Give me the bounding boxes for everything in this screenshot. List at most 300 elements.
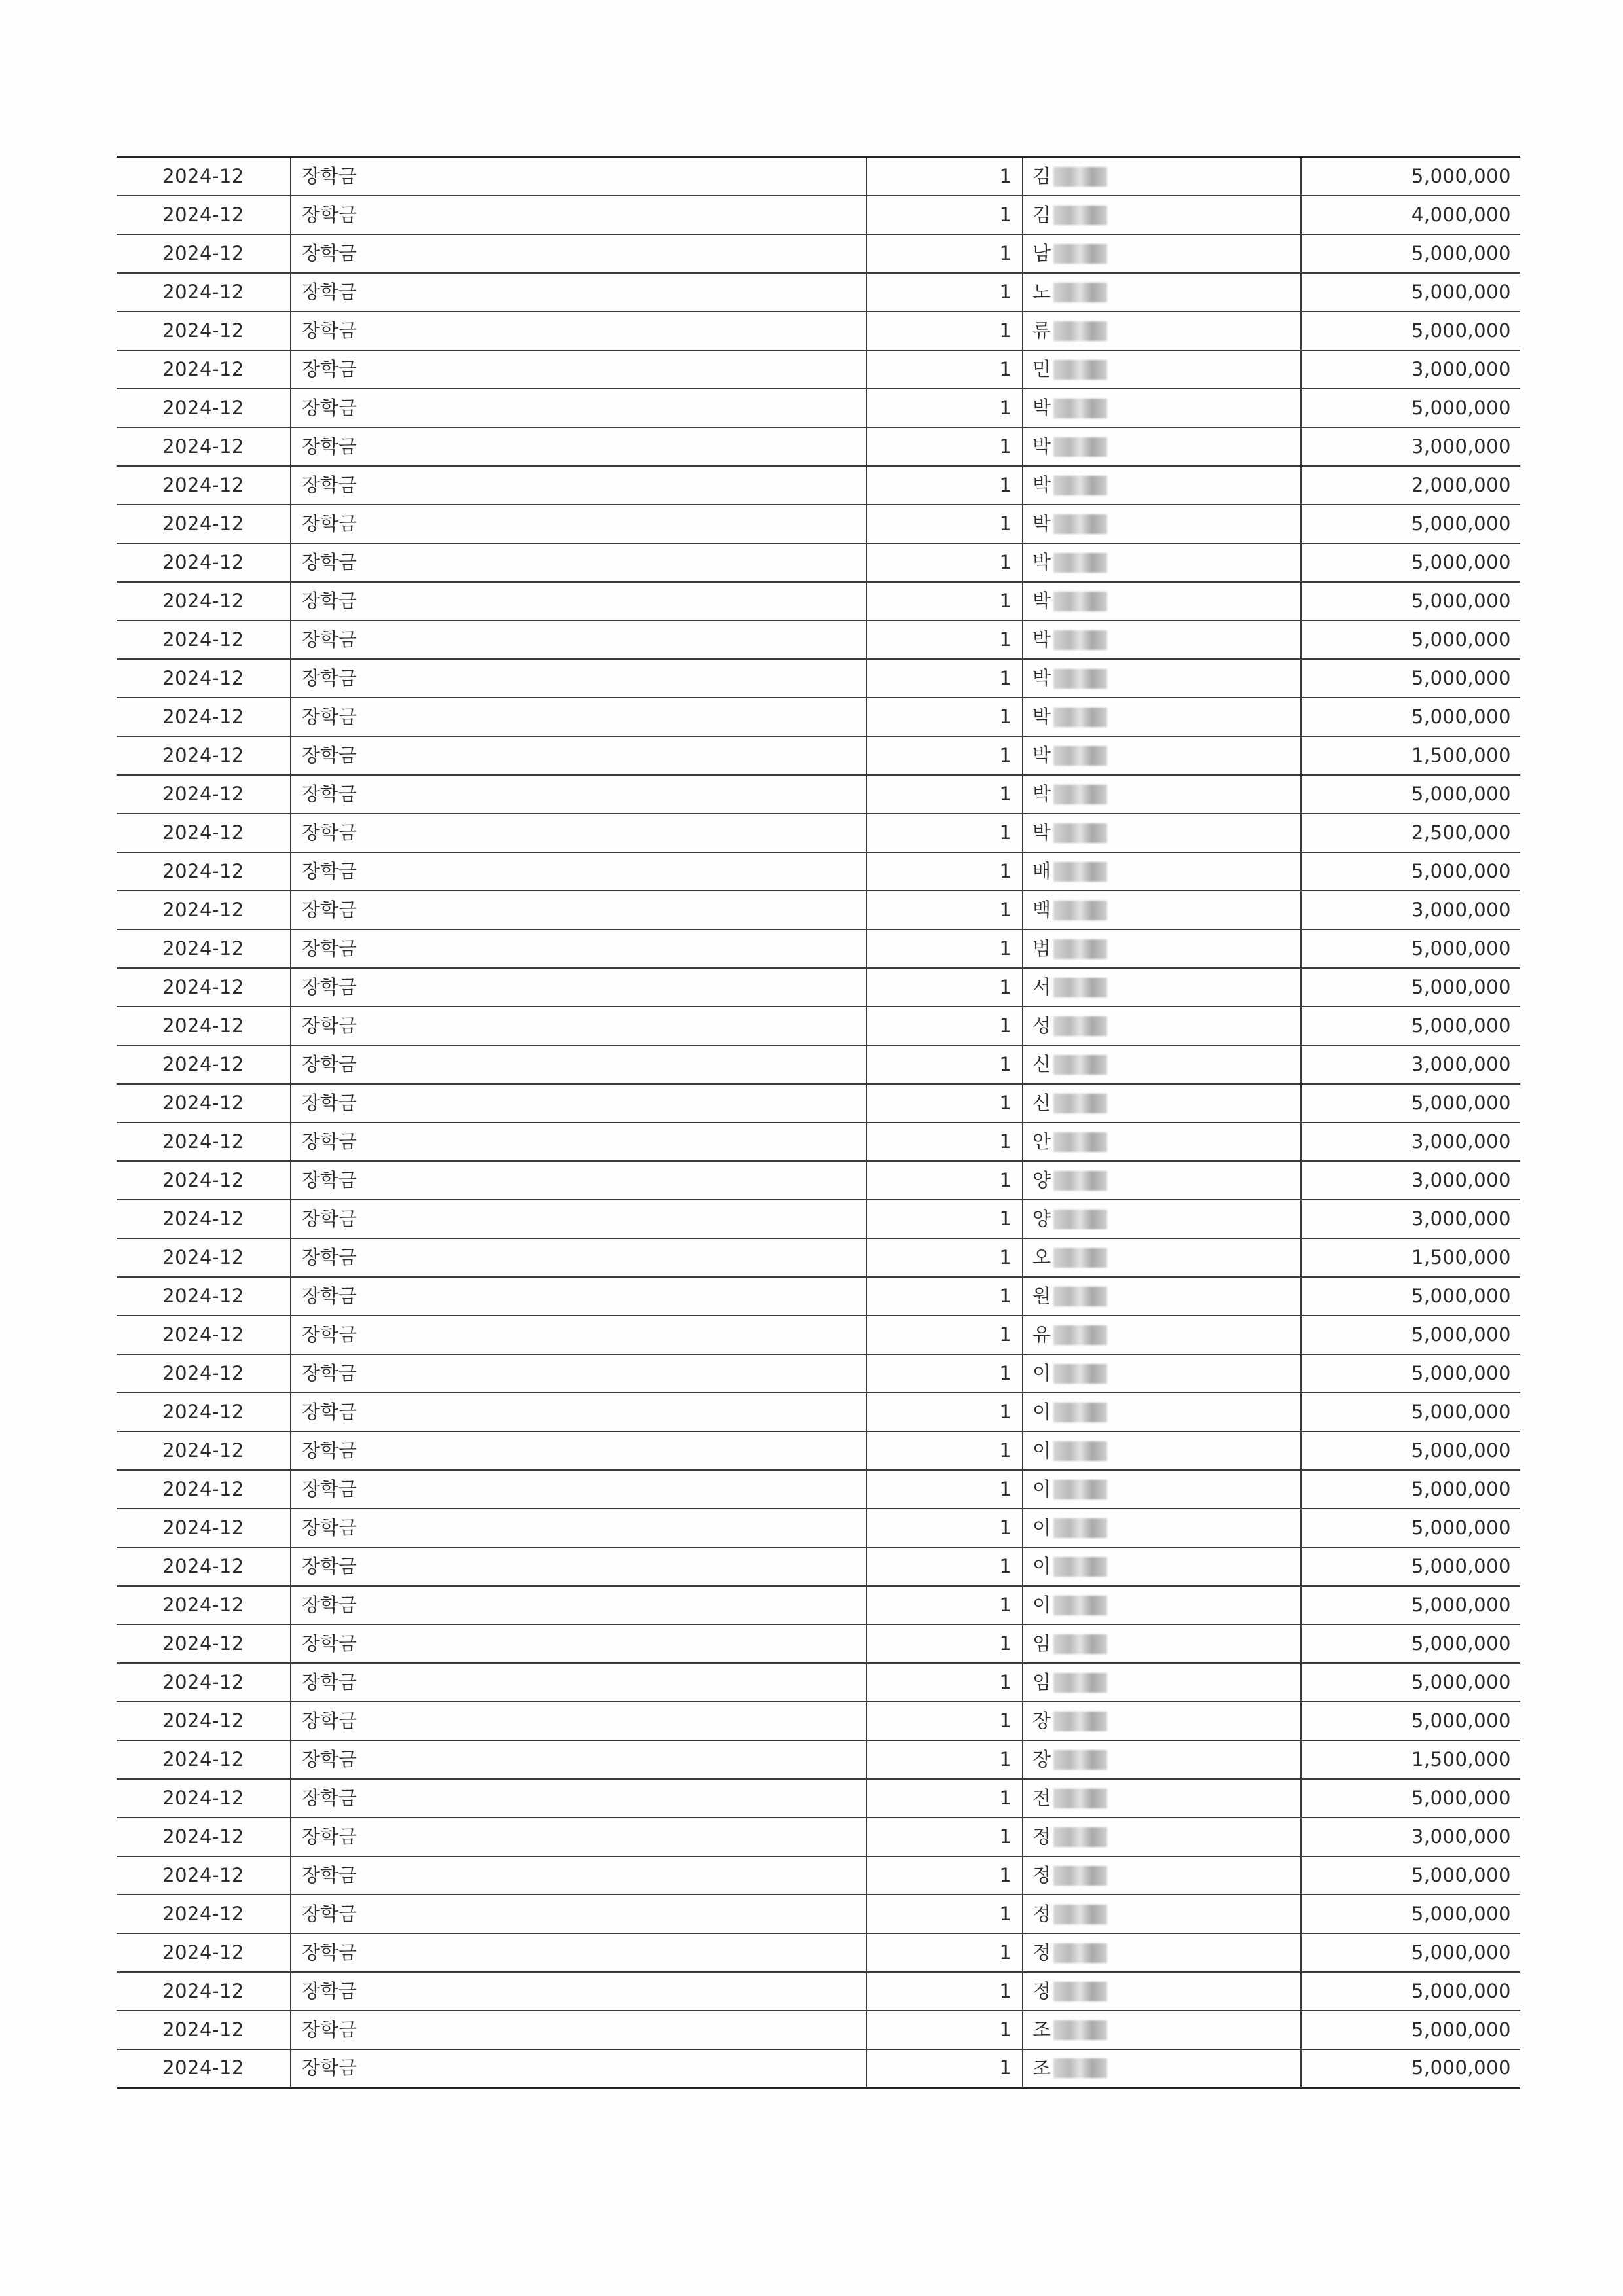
table-row [117, 1663, 1520, 1702]
surname: 임 [1032, 1632, 1051, 1655]
date-cell: 2024-12 [117, 1624, 291, 1663]
table-row [117, 1431, 1520, 1470]
date-cell: 2024-12 [117, 196, 291, 234]
category-cell: 장학금 [291, 736, 867, 775]
surname: 류 [1032, 319, 1051, 342]
surname: 박 [1032, 821, 1051, 844]
surname: 이 [1032, 1401, 1051, 1423]
name-cell [1023, 582, 1301, 620]
name-cell [1023, 1702, 1301, 1740]
name-cell [1023, 1586, 1301, 1624]
table-row [117, 1393, 1520, 1431]
table-row [117, 312, 1520, 350]
category-cell: 장학금 [291, 775, 867, 814]
surname: 유 [1032, 1323, 1051, 1346]
count-cell: 1 [867, 736, 1023, 775]
amount-cell: 5,000,000 [1301, 1277, 1520, 1316]
name-cell [1023, 505, 1301, 543]
count-cell: 1 [867, 1045, 1023, 1084]
surname: 박 [1032, 783, 1051, 805]
amount-cell: 5,000,000 [1301, 1084, 1520, 1122]
count-cell: 1 [867, 968, 1023, 1007]
count-cell: 1 [867, 1122, 1023, 1161]
name-cell [1023, 466, 1301, 505]
surname: 정 [1032, 1864, 1051, 1886]
category-cell: 장학금 [291, 1200, 867, 1238]
count-cell: 1 [867, 775, 1023, 814]
redacted-name-mask [1053, 2058, 1107, 2078]
redacted-name-mask [1053, 630, 1107, 650]
scholarship-table [117, 156, 1520, 2089]
date-cell: 2024-12 [117, 852, 291, 891]
count-cell: 1 [867, 505, 1023, 543]
redacted-name-mask [1053, 785, 1107, 804]
category-cell: 장학금 [291, 196, 867, 234]
redacted-name-mask [1053, 1441, 1107, 1461]
redacted-name-mask [1053, 1210, 1107, 1229]
date-cell: 2024-12 [117, 2011, 291, 2049]
amount-cell: 5,000,000 [1301, 273, 1520, 312]
count-cell: 1 [867, 1663, 1023, 1702]
surname: 이 [1032, 1594, 1051, 1616]
surname: 전 [1032, 1787, 1051, 1809]
category-cell: 장학금 [291, 1354, 867, 1393]
surname: 박 [1032, 435, 1051, 457]
redacted-name-mask [1053, 321, 1107, 341]
amount-cell: 5,000,000 [1301, 389, 1520, 427]
amount-cell: 5,000,000 [1301, 929, 1520, 968]
amount-cell: 5,000,000 [1301, 1354, 1520, 1393]
count-cell: 1 [867, 1084, 1023, 1122]
category-cell: 장학금 [291, 1431, 867, 1470]
surname: 신 [1032, 1092, 1051, 1114]
date-cell: 2024-12 [117, 1045, 291, 1084]
count-cell: 1 [867, 1702, 1023, 1740]
amount-cell: 2,500,000 [1301, 814, 1520, 852]
name-cell [1023, 1933, 1301, 1972]
date-cell: 2024-12 [117, 1586, 291, 1624]
amount-cell: 5,000,000 [1301, 659, 1520, 698]
count-cell: 1 [867, 312, 1023, 350]
table-row [117, 1470, 1520, 1509]
surname: 장 [1032, 1748, 1051, 1770]
table-row [117, 775, 1520, 814]
table-row [117, 814, 1520, 852]
table-row [117, 427, 1520, 466]
table-row [117, 157, 1520, 196]
category-cell: 장학금 [291, 1316, 867, 1354]
surname: 민 [1032, 358, 1051, 380]
amount-cell: 1,500,000 [1301, 736, 1520, 775]
date-cell: 2024-12 [117, 659, 291, 698]
name-cell [1023, 157, 1301, 196]
surname: 양 [1032, 1208, 1051, 1230]
redacted-name-mask [1053, 244, 1107, 264]
name-cell [1023, 852, 1301, 891]
category-cell: 장학금 [291, 1084, 867, 1122]
date-cell: 2024-12 [117, 1277, 291, 1316]
amount-cell: 5,000,000 [1301, 1431, 1520, 1470]
category-cell: 장학금 [291, 582, 867, 620]
table-row [117, 659, 1520, 698]
surname: 성 [1032, 1014, 1051, 1037]
name-cell [1023, 1122, 1301, 1161]
name-cell [1023, 775, 1301, 814]
surname: 이 [1032, 1362, 1051, 1384]
name-cell [1023, 350, 1301, 389]
name-cell [1023, 929, 1301, 968]
date-cell: 2024-12 [117, 1354, 291, 1393]
category-cell: 장학금 [291, 929, 867, 968]
category-cell: 장학금 [291, 427, 867, 466]
amount-cell: 5,000,000 [1301, 1895, 1520, 1933]
category-cell: 장학금 [291, 1470, 867, 1509]
category-cell: 장학금 [291, 1277, 867, 1316]
table-row [117, 1972, 1520, 2011]
name-cell [1023, 312, 1301, 350]
date-cell: 2024-12 [117, 929, 291, 968]
redacted-name-mask [1053, 1325, 1107, 1345]
name-cell [1023, 1393, 1301, 1431]
category-cell: 장학금 [291, 814, 867, 852]
count-cell: 1 [867, 1624, 1023, 1663]
category-cell: 장학금 [291, 1779, 867, 1818]
category-cell: 장학금 [291, 1895, 867, 1933]
count-cell: 1 [867, 1933, 1023, 1972]
amount-cell: 5,000,000 [1301, 1470, 1520, 1509]
name-cell [1023, 196, 1301, 234]
date-cell: 2024-12 [117, 1856, 291, 1895]
count-cell: 1 [867, 1238, 1023, 1277]
date-cell: 2024-12 [117, 1200, 291, 1238]
name-cell [1023, 698, 1301, 736]
redacted-name-mask [1053, 2020, 1107, 2040]
date-cell: 2024-12 [117, 389, 291, 427]
redacted-name-mask [1053, 901, 1107, 920]
redacted-name-mask [1053, 283, 1107, 302]
category-cell: 장학금 [291, 466, 867, 505]
amount-cell: 5,000,000 [1301, 157, 1520, 196]
redacted-name-mask [1053, 1866, 1107, 1886]
category-cell: 장학금 [291, 1238, 867, 1277]
name-cell [1023, 1818, 1301, 1856]
table-row [117, 1200, 1520, 1238]
count-cell: 1 [867, 620, 1023, 659]
surname: 오 [1032, 1246, 1051, 1268]
name-cell [1023, 1084, 1301, 1122]
name-cell [1023, 1161, 1301, 1200]
date-cell: 2024-12 [117, 466, 291, 505]
count-cell: 1 [867, 157, 1023, 196]
count-cell: 1 [867, 543, 1023, 582]
amount-cell: 5,000,000 [1301, 775, 1520, 814]
category-cell: 장학금 [291, 234, 867, 273]
redacted-name-mask [1053, 1016, 1107, 1036]
table-row [117, 968, 1520, 1007]
surname: 박 [1032, 667, 1051, 689]
date-cell: 2024-12 [117, 1933, 291, 1972]
surname: 조 [1032, 2056, 1051, 2079]
category-cell: 장학금 [291, 1161, 867, 1200]
table-row [117, 389, 1520, 427]
redacted-name-mask [1053, 1287, 1107, 1306]
date-cell: 2024-12 [117, 505, 291, 543]
redacted-name-mask [1053, 1634, 1107, 1654]
redacted-name-mask [1053, 553, 1107, 573]
redacted-name-mask [1053, 1712, 1107, 1731]
surname: 이 [1032, 1555, 1051, 1577]
table-row [117, 2049, 1520, 2088]
date-cell: 2024-12 [117, 1393, 291, 1431]
date-cell: 2024-12 [117, 1895, 291, 1933]
date-cell: 2024-12 [117, 234, 291, 273]
surname: 신 [1032, 1053, 1051, 1075]
date-cell: 2024-12 [117, 775, 291, 814]
category-cell: 장학금 [291, 1122, 867, 1161]
name-cell [1023, 1895, 1301, 1933]
redacted-name-mask [1053, 1132, 1107, 1152]
category-cell: 장학금 [291, 1045, 867, 1084]
name-cell [1023, 1316, 1301, 1354]
date-cell: 2024-12 [117, 891, 291, 929]
redacted-name-mask [1053, 1518, 1107, 1538]
name-cell [1023, 736, 1301, 775]
count-cell: 1 [867, 1354, 1023, 1393]
amount-cell: 3,000,000 [1301, 1161, 1520, 1200]
amount-cell: 5,000,000 [1301, 1972, 1520, 2011]
date-cell: 2024-12 [117, 1663, 291, 1702]
surname: 박 [1032, 397, 1051, 419]
name-cell [1023, 968, 1301, 1007]
count-cell: 1 [867, 814, 1023, 852]
name-cell [1023, 1663, 1301, 1702]
name-cell [1023, 427, 1301, 466]
category-cell: 장학금 [291, 273, 867, 312]
category-cell: 장학금 [291, 1509, 867, 1547]
category-cell: 장학금 [291, 698, 867, 736]
table-row [117, 1161, 1520, 1200]
table-row [117, 1354, 1520, 1393]
date-cell: 2024-12 [117, 1740, 291, 1779]
table-row [117, 1316, 1520, 1354]
count-cell: 1 [867, 466, 1023, 505]
surname: 정 [1032, 1825, 1051, 1848]
date-cell: 2024-12 [117, 814, 291, 852]
name-cell [1023, 2011, 1301, 2049]
table-row [117, 234, 1520, 273]
date-cell: 2024-12 [117, 1316, 291, 1354]
date-cell: 2024-12 [117, 1547, 291, 1586]
table-row [117, 350, 1520, 389]
category-cell: 장학금 [291, 968, 867, 1007]
date-cell: 2024-12 [117, 350, 291, 389]
count-cell: 1 [867, 1277, 1023, 1316]
amount-cell: 5,000,000 [1301, 1624, 1520, 1663]
table-row [117, 2011, 1520, 2049]
redacted-name-mask [1053, 1673, 1107, 1693]
redacted-name-mask [1053, 1094, 1107, 1113]
table-row [117, 620, 1520, 659]
amount-cell: 2,000,000 [1301, 466, 1520, 505]
amount-cell: 5,000,000 [1301, 2049, 1520, 2088]
table-row [117, 1084, 1520, 1122]
surname: 박 [1032, 474, 1051, 496]
name-cell [1023, 891, 1301, 929]
count-cell: 1 [867, 1509, 1023, 1547]
amount-cell: 5,000,000 [1301, 1007, 1520, 1045]
date-cell: 2024-12 [117, 273, 291, 312]
redacted-name-mask [1053, 1905, 1107, 1924]
category-cell: 장학금 [291, 659, 867, 698]
table-row [117, 1933, 1520, 1972]
date-cell: 2024-12 [117, 427, 291, 466]
name-cell [1023, 389, 1301, 427]
category-cell: 장학금 [291, 1663, 867, 1702]
name-cell [1023, 1470, 1301, 1509]
table-row [117, 273, 1520, 312]
amount-cell: 3,000,000 [1301, 350, 1520, 389]
redacted-name-mask [1053, 708, 1107, 727]
count-cell: 1 [867, 1161, 1023, 1200]
redacted-name-mask [1053, 823, 1107, 843]
redacted-name-mask [1053, 862, 1107, 882]
date-cell: 2024-12 [117, 582, 291, 620]
table-row [117, 1740, 1520, 1779]
table-row [117, 505, 1520, 543]
count-cell: 1 [867, 1895, 1023, 1933]
name-cell [1023, 1431, 1301, 1470]
redacted-name-mask [1053, 1055, 1107, 1075]
name-cell [1023, 1007, 1301, 1045]
count-cell: 1 [867, 1586, 1023, 1624]
amount-cell: 5,000,000 [1301, 852, 1520, 891]
redacted-name-mask [1053, 1827, 1107, 1847]
date-cell: 2024-12 [117, 157, 291, 196]
table-row [117, 891, 1520, 929]
count-cell: 1 [867, 389, 1023, 427]
table-row [117, 1818, 1520, 1856]
redacted-name-mask [1053, 399, 1107, 418]
category-cell: 장학금 [291, 1856, 867, 1895]
count-cell: 1 [867, 891, 1023, 929]
surname: 양 [1032, 1169, 1051, 1191]
surname: 이 [1032, 1516, 1051, 1539]
table-row [117, 543, 1520, 582]
date-cell: 2024-12 [117, 2049, 291, 2088]
table-row [117, 1238, 1520, 1277]
amount-cell: 5,000,000 [1301, 543, 1520, 582]
date-cell: 2024-12 [117, 543, 291, 582]
count-cell: 1 [867, 196, 1023, 234]
category-cell: 장학금 [291, 1933, 867, 1972]
date-cell: 2024-12 [117, 1702, 291, 1740]
surname: 범 [1032, 937, 1051, 960]
date-cell: 2024-12 [117, 1972, 291, 2011]
date-cell: 2024-12 [117, 1509, 291, 1547]
category-cell: 장학금 [291, 620, 867, 659]
amount-cell: 5,000,000 [1301, 1702, 1520, 1740]
redacted-name-mask [1053, 476, 1107, 495]
count-cell: 1 [867, 1316, 1023, 1354]
amount-cell: 5,000,000 [1301, 1663, 1520, 1702]
amount-cell: 5,000,000 [1301, 1393, 1520, 1431]
name-cell [1023, 1779, 1301, 1818]
table-row [117, 1895, 1520, 1933]
amount-cell: 3,000,000 [1301, 1045, 1520, 1084]
table-row [117, 1779, 1520, 1818]
name-cell [1023, 543, 1301, 582]
date-cell: 2024-12 [117, 1007, 291, 1045]
name-cell [1023, 1972, 1301, 2011]
surname: 백 [1032, 899, 1051, 921]
date-cell: 2024-12 [117, 1084, 291, 1122]
amount-cell: 5,000,000 [1301, 505, 1520, 543]
redacted-name-mask [1053, 360, 1107, 380]
surname: 박 [1032, 551, 1051, 573]
table-row [117, 466, 1520, 505]
date-cell: 2024-12 [117, 736, 291, 775]
redacted-name-mask [1053, 1943, 1107, 1963]
amount-cell: 5,000,000 [1301, 2011, 1520, 2049]
amount-cell: 5,000,000 [1301, 1933, 1520, 1972]
surname: 서 [1032, 976, 1051, 998]
table-row [117, 1122, 1520, 1161]
surname: 김 [1032, 204, 1051, 226]
category-cell: 장학금 [291, 2049, 867, 2088]
amount-cell: 5,000,000 [1301, 1779, 1520, 1818]
surname: 김 [1032, 165, 1051, 188]
count-cell: 1 [867, 1779, 1023, 1818]
count-cell: 1 [867, 582, 1023, 620]
count-cell: 1 [867, 659, 1023, 698]
count-cell: 1 [867, 698, 1023, 736]
redacted-name-mask [1053, 939, 1107, 959]
amount-cell: 5,000,000 [1301, 1509, 1520, 1547]
amount-cell: 5,000,000 [1301, 1547, 1520, 1586]
date-cell: 2024-12 [117, 1122, 291, 1161]
category-cell: 장학금 [291, 1393, 867, 1431]
table-row [117, 736, 1520, 775]
date-cell: 2024-12 [117, 620, 291, 659]
name-cell [1023, 1238, 1301, 1277]
count-cell: 1 [867, 1547, 1023, 1586]
name-cell [1023, 814, 1301, 852]
date-cell: 2024-12 [117, 1818, 291, 1856]
count-cell: 1 [867, 1007, 1023, 1045]
surname: 장 [1032, 1710, 1051, 1732]
surname: 남 [1032, 242, 1051, 264]
amount-cell: 5,000,000 [1301, 1586, 1520, 1624]
surname: 이 [1032, 1439, 1051, 1462]
count-cell: 1 [867, 1972, 1023, 2011]
surname: 박 [1032, 590, 1051, 612]
name-cell [1023, 1045, 1301, 1084]
redacted-name-mask [1053, 1750, 1107, 1770]
redacted-name-mask [1053, 437, 1107, 457]
count-cell: 1 [867, 1470, 1023, 1509]
redacted-name-mask [1053, 1171, 1107, 1191]
table-row [117, 1702, 1520, 1740]
surname: 이 [1032, 1478, 1051, 1500]
date-cell: 2024-12 [117, 968, 291, 1007]
category-cell: 장학금 [291, 1702, 867, 1740]
count-cell: 1 [867, 273, 1023, 312]
table-row [117, 1624, 1520, 1663]
surname: 정 [1032, 1980, 1051, 2002]
category-cell: 장학금 [291, 891, 867, 929]
name-cell [1023, 1740, 1301, 1779]
amount-cell: 5,000,000 [1301, 698, 1520, 736]
